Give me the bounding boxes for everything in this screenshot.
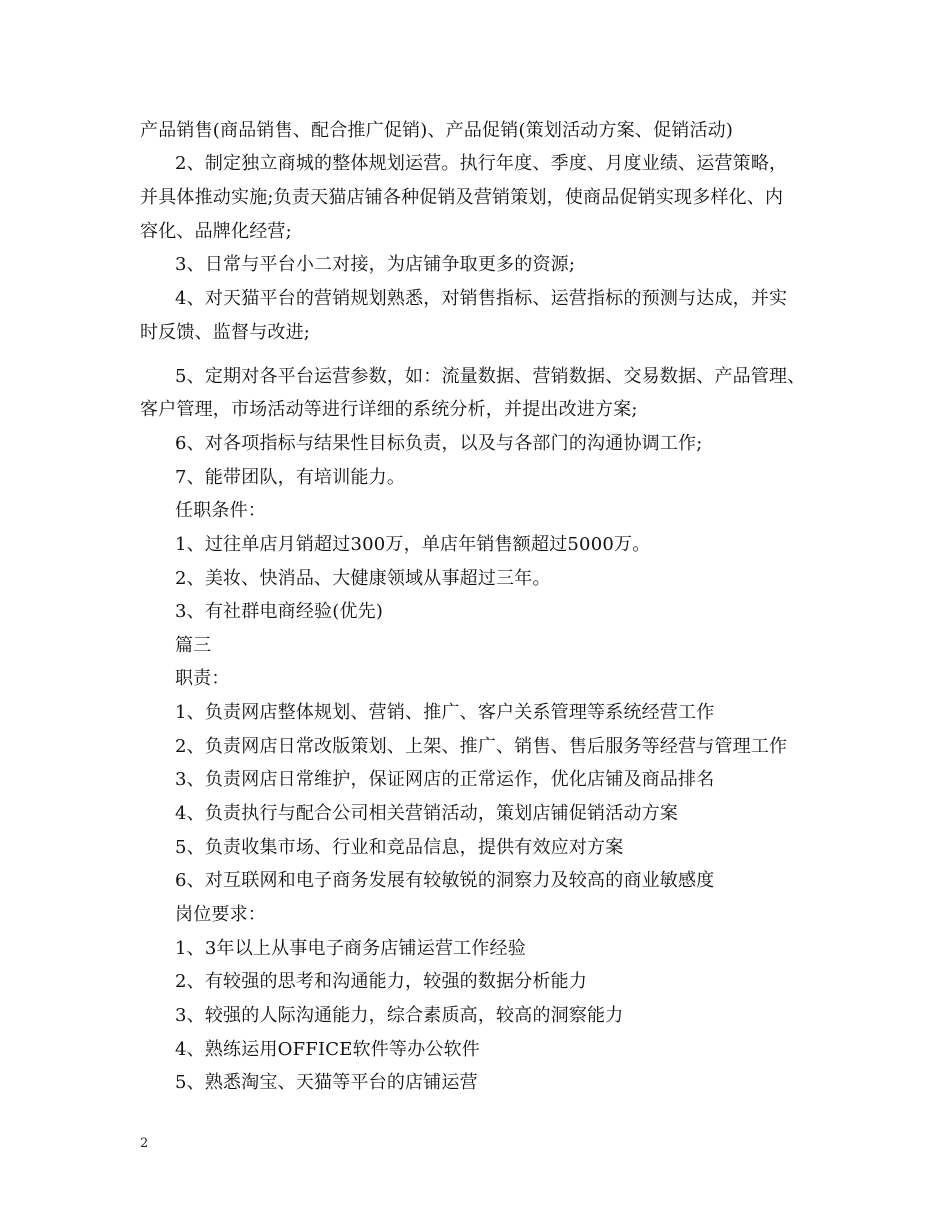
text-line: 7、能带团队，有培训能力。 (175, 467, 406, 488)
text-line: 产品销售(商品销售、配合推广促销)、产品促销(策划活动方案、促销活动) (140, 120, 734, 141)
text-line: 4、对天猫平台的营销规划熟悉，对销售指标、运营指标的预测与达成，并实 (175, 288, 788, 309)
text-line: 6、对各项指标与结果性目标负责，以及与各部门的沟通协调工作; (175, 433, 703, 454)
text-line: 容化、品牌化经营; (140, 221, 292, 242)
text-line: 2、有较强的思考和沟通能力，较强的数据分析能力 (175, 971, 588, 992)
text-line: 3、日常与平台小二对接，为店铺争取更多的资源; (175, 254, 576, 275)
text-line: 2、制定独立商城的整体规划运营。执行年度、季度、月度业绩、运营策略， (175, 153, 788, 174)
text-line: 3、负责网店日常维护，保证网店的正常运作，优化店铺及商品排名 (175, 769, 715, 790)
text-line: 1、负责网店整体规划、营销、推广、客户关系管理等系统经营工作 (175, 702, 715, 723)
text-line: 客户管理，市场活动等进行详细的系统分析，并提出改进方案; (140, 399, 638, 420)
text-line: 2、负责网店日常改版策划、上架、推广、销售、售后服务等经营与管理工作 (175, 736, 788, 757)
section-heading: 职责： (175, 668, 230, 689)
text-line: 6、对互联网和电子商务发展有较敏锐的洞察力及较高的商业敏感度 (175, 870, 715, 891)
text-line: 3、较强的人际沟通能力，综合素质高，较高的洞察能力 (175, 1005, 624, 1026)
text-line: 4、负责执行与配合公司相关营销活动，策划店铺促销活动方案 (175, 803, 679, 824)
text-line: 5、定期对各平台运营参数，如：流量数据、营销数据、交易数据、产品管理、 (175, 366, 806, 387)
text-line: 2、美妆、快消品、大健康领域从事超过三年。 (175, 568, 551, 589)
text-line: 4、熟练运用OFFICE软件等办公软件 (175, 1039, 481, 1060)
text-line: 5、负责收集市场、行业和竞品信息，提供有效应对方案 (175, 837, 624, 858)
section-title: 篇三 (175, 635, 212, 656)
section-heading: 岗位要求： (175, 904, 266, 925)
text-line: 1、过往单店月销超过300万，单店年销售额超过5000万。 (175, 534, 651, 555)
text-line: 1、3年以上从事电子商务店铺运营工作经验 (175, 938, 526, 959)
text-line: 5、熟悉淘宝、天猫等平台的店铺运营 (175, 1072, 478, 1093)
page-number: 2 (140, 1136, 149, 1151)
text-line: 时反馈、监督与改进; (140, 322, 311, 343)
text-line: 3、有社群电商经验(优先) (175, 601, 384, 622)
text-line: 并具体推动实施;负责天猫店铺各种促销及营销策划，使商品促销实现多样化、内 (140, 187, 784, 208)
section-heading: 任职条件： (175, 500, 266, 521)
